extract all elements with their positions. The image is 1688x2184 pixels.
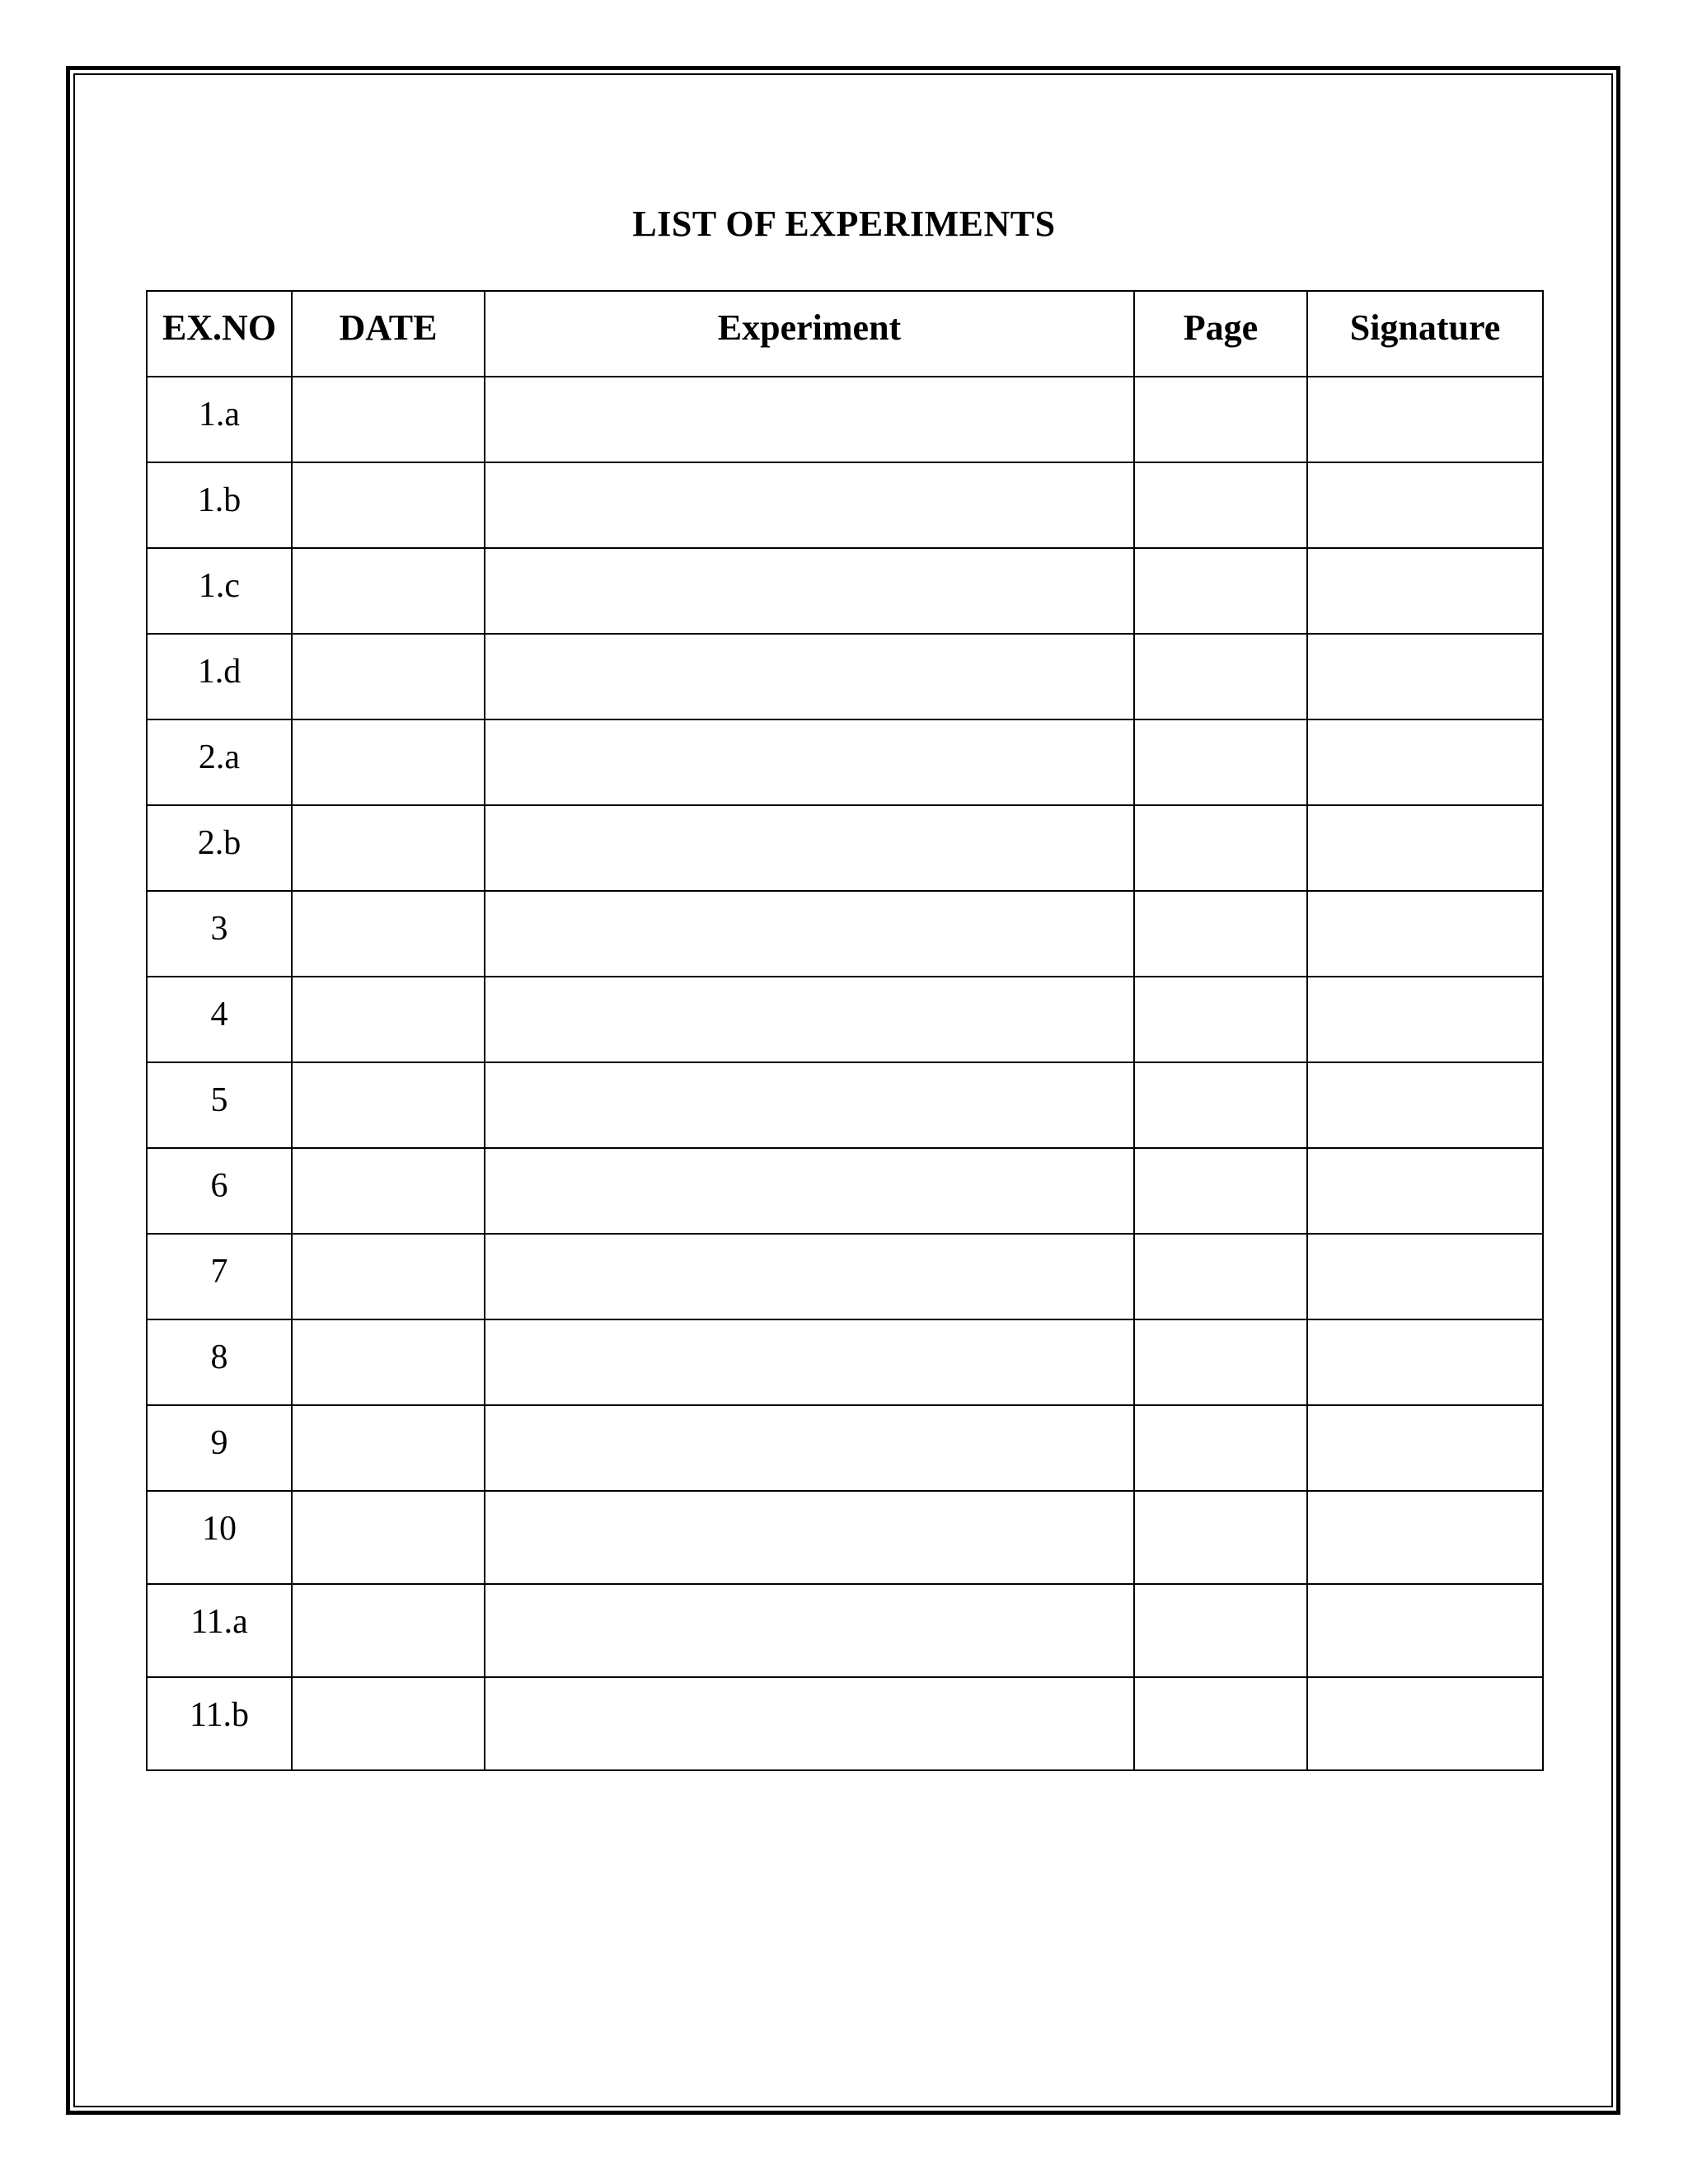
cell-signature: [1307, 462, 1543, 548]
table-header-row: [147, 291, 1543, 377]
cell-experiment: [485, 1405, 1134, 1491]
cell-page: [1134, 1319, 1307, 1405]
cell-ex-no: 1.a: [147, 377, 292, 462]
cell-page: [1134, 805, 1307, 891]
table-row: [147, 634, 1543, 719]
cell-page: [1134, 1584, 1307, 1677]
cell-signature: [1307, 1234, 1543, 1319]
header-experiment: Experiment: [485, 291, 1134, 377]
table-row: [147, 805, 1543, 891]
cell-signature: [1307, 548, 1543, 634]
cell-signature: [1307, 805, 1543, 891]
cell-signature: [1307, 891, 1543, 977]
cell-ex-no: 9: [147, 1405, 292, 1491]
cell-ex-no: 3: [147, 891, 292, 977]
cell-page: [1134, 634, 1307, 719]
header-date: DATE: [292, 291, 485, 377]
cell-date: [292, 1148, 485, 1234]
table-row: [147, 1677, 1543, 1770]
cell-experiment: [485, 1148, 1134, 1234]
table-row: [147, 977, 1543, 1062]
cell-signature: [1307, 1148, 1543, 1234]
cell-page: [1134, 1234, 1307, 1319]
table-row: [147, 1405, 1543, 1491]
cell-experiment: [485, 1234, 1134, 1319]
cell-experiment: [485, 1584, 1134, 1677]
table-row: [147, 377, 1543, 462]
cell-ex-no: 1.b: [147, 462, 292, 548]
header-page: Page: [1134, 291, 1307, 377]
page-title: LIST OF EXPERIMENTS: [632, 204, 1056, 244]
cell-date: [292, 548, 485, 634]
cell-experiment: [485, 977, 1134, 1062]
cell-signature: [1307, 634, 1543, 719]
cell-date: [292, 1677, 485, 1770]
cell-date: [292, 1584, 485, 1677]
experiments-table: [146, 290, 1544, 1771]
cell-page: [1134, 1405, 1307, 1491]
cell-page: [1134, 977, 1307, 1062]
cell-experiment: [485, 1677, 1134, 1770]
table-row: [147, 1491, 1543, 1584]
cell-page: [1134, 1148, 1307, 1234]
cell-signature: [1307, 719, 1543, 805]
cell-ex-no: 11.a: [147, 1584, 292, 1677]
table-row: [147, 1148, 1543, 1234]
cell-ex-no: 10: [147, 1491, 292, 1584]
cell-date: [292, 1062, 485, 1148]
table-row: [147, 1062, 1543, 1148]
cell-experiment: [485, 719, 1134, 805]
cell-ex-no: 11.b: [147, 1677, 292, 1770]
cell-experiment: [485, 634, 1134, 719]
cell-date: [292, 634, 485, 719]
cell-date: [292, 1234, 485, 1319]
cell-date: [292, 977, 485, 1062]
cell-page: [1134, 462, 1307, 548]
cell-experiment: [485, 462, 1134, 548]
cell-experiment: [485, 377, 1134, 462]
cell-page: [1134, 1062, 1307, 1148]
cell-ex-no: 5: [147, 1062, 292, 1148]
cell-ex-no: 8: [147, 1319, 292, 1405]
cell-experiment: [485, 1491, 1134, 1584]
cell-ex-no: 2.b: [147, 805, 292, 891]
cell-signature: [1307, 1319, 1543, 1405]
cell-page: [1134, 1677, 1307, 1770]
cell-experiment: [485, 891, 1134, 977]
cell-experiment: [485, 805, 1134, 891]
cell-experiment: [485, 1062, 1134, 1148]
cell-ex-no: 1.d: [147, 634, 292, 719]
cell-signature: [1307, 977, 1543, 1062]
cell-experiment: [485, 548, 1134, 634]
cell-page: [1134, 719, 1307, 805]
table-row: [147, 548, 1543, 634]
cell-date: [292, 462, 485, 548]
cell-page: [1134, 891, 1307, 977]
cell-signature: [1307, 1491, 1543, 1584]
cell-date: [292, 1491, 485, 1584]
header-signature: Signature: [1307, 291, 1543, 377]
cell-date: [292, 1319, 485, 1405]
cell-ex-no: 7: [147, 1234, 292, 1319]
cell-page: [1134, 377, 1307, 462]
cell-page: [1134, 548, 1307, 634]
cell-ex-no: 1.c: [147, 548, 292, 634]
cell-signature: [1307, 1405, 1543, 1491]
table-row: [147, 1319, 1543, 1405]
cell-ex-no: 4: [147, 977, 292, 1062]
table-row: [147, 462, 1543, 548]
table-row: [147, 1584, 1543, 1677]
cell-page: [1134, 1491, 1307, 1584]
cell-date: [292, 891, 485, 977]
cell-experiment: [485, 1319, 1134, 1405]
table-row: [147, 891, 1543, 977]
cell-date: [292, 377, 485, 462]
cell-signature: [1307, 377, 1543, 462]
cell-date: [292, 805, 485, 891]
cell-signature: [1307, 1062, 1543, 1148]
header-ex-no: EX.NO: [147, 291, 292, 377]
cell-ex-no: 2.a: [147, 719, 292, 805]
table-row: [147, 719, 1543, 805]
cell-date: [292, 1405, 485, 1491]
cell-ex-no: 6: [147, 1148, 292, 1234]
cell-signature: [1307, 1677, 1543, 1770]
cell-signature: [1307, 1584, 1543, 1677]
table-row: [147, 1234, 1543, 1319]
cell-date: [292, 719, 485, 805]
